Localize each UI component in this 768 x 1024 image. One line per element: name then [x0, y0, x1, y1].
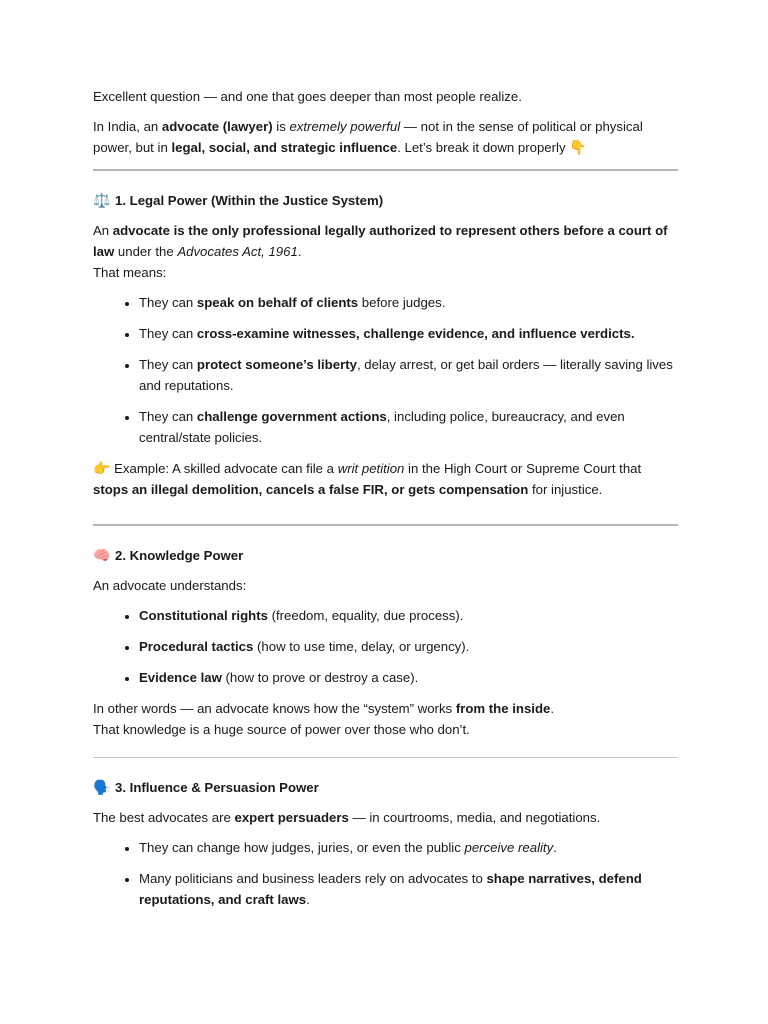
bold-run: legal, social, and strategic influence — [171, 140, 398, 155]
section-divider — [93, 169, 678, 171]
text-run: In India, an — [93, 119, 162, 134]
list-item — [139, 667, 678, 688]
bold-run: cross-examine witnesses, challenge evidence, and influence verdicts. — [196, 326, 635, 341]
section-heading-influence-power — [93, 777, 678, 798]
text-run: . Let’s break it down properly — [397, 140, 570, 155]
bold-run: protect someone’s liberty — [196, 357, 357, 372]
bold-run: advocate (lawyer) — [161, 119, 273, 134]
list-item — [139, 868, 678, 910]
text-run: An — [93, 223, 113, 238]
text-run: They can change how judges, juries, or even the public — [139, 840, 465, 855]
bold-run: from the inside — [455, 701, 551, 716]
text-run: An advocate understands: — [93, 578, 247, 593]
text-run: That means: — [93, 265, 167, 280]
legal-power-paragraph — [93, 220, 678, 283]
bold-run: expert persuaders — [234, 810, 349, 825]
bold-run: stops an illegal demolition, cancels a false FIR, or gets compensation — [93, 482, 529, 497]
italic-run: perceive reality — [464, 840, 554, 855]
text-run: . — [306, 892, 310, 907]
text-run: In other words — an advocate knows how the “system” works — [93, 701, 456, 716]
bold-run: challenge government actions — [196, 409, 387, 424]
balance-scale-icon: ⚖️ — [93, 192, 111, 208]
knowledge-list — [93, 605, 678, 688]
section-title: 1. Legal Power (Within the Justice System) — [115, 193, 384, 208]
section-heading-legal-power — [93, 190, 678, 211]
intro-text: Excellent question — and one that goes deeper than most people realize. — [93, 89, 522, 104]
text-run: — not in the sense of political or physical power, but in — [93, 119, 643, 155]
text-run: They can — [139, 409, 197, 424]
brain-icon: 🧠 — [93, 547, 111, 563]
intro-paragraph — [93, 116, 678, 158]
intro-line — [93, 86, 678, 107]
pointing-right-icon: 👉 — [93, 460, 111, 476]
influence-list — [93, 837, 678, 910]
section-heading-knowledge-power — [93, 545, 678, 566]
text-run: — in courtrooms, media, and negotiations. — [348, 810, 601, 825]
example-paragraph — [93, 458, 678, 500]
list-item — [139, 605, 678, 626]
text-run: (how to prove or destroy a case). — [221, 670, 419, 685]
knowledge-lead — [93, 575, 678, 596]
list-item — [139, 406, 678, 448]
text-run: in the High Court or Supreme Court that — [404, 461, 642, 476]
bold-run: Procedural tactics — [139, 639, 254, 654]
text-run: before judges. — [358, 295, 446, 310]
list-item — [139, 323, 678, 344]
section-title: 3. Influence & Persuasion Power — [115, 780, 319, 795]
text-run: . — [553, 840, 557, 855]
text-run: They can — [139, 326, 197, 341]
text-run: The best advocates are — [93, 810, 235, 825]
bold-run: Constitutional rights — [139, 608, 268, 623]
text-run: They can — [139, 295, 197, 310]
text-run: Many politicians and business leaders rely on advocates to — [139, 871, 487, 886]
knowledge-closing — [93, 698, 678, 740]
text-run: , including police, bureaucracy, and even central/state policies. — [139, 409, 625, 445]
influence-lead — [93, 807, 678, 828]
list-item — [139, 636, 678, 657]
pointing-down-icon: 👇 — [569, 139, 587, 155]
legal-power-list — [93, 292, 678, 448]
list-item — [139, 292, 678, 313]
list-item — [139, 354, 678, 396]
text-run: Example: A skilled advocate can file a — [110, 461, 338, 476]
bold-run: speak on behalf of clients — [196, 295, 359, 310]
list-item — [139, 837, 678, 858]
speaking-head-icon: 🗣️ — [93, 779, 111, 795]
text-run: That knowledge is a huge source of power over those who don’t. — [93, 722, 470, 737]
bold-run: Evidence law — [139, 670, 222, 685]
italic-run: writ petition — [337, 461, 405, 476]
text-run: under the — [114, 244, 178, 259]
section-divider — [93, 757, 678, 758]
text-run: for injustice. — [528, 482, 603, 497]
bold-run: advocate is the only professional legally authorized to represent others before a court of law — [93, 223, 668, 259]
section-title: 2. Knowledge Power — [115, 548, 244, 563]
italic-run: Advocates Act, 1961 — [177, 244, 298, 259]
text-run: is — [272, 119, 290, 134]
text-run: . — [550, 701, 555, 716]
bold-run: shape narratives, defend reputations, and craft laws — [139, 871, 642, 907]
section-divider — [93, 524, 678, 526]
text-run: (how to use time, delay, or urgency). — [253, 639, 470, 654]
italic-run: extremely powerful — [289, 119, 401, 134]
text-run: They can — [139, 357, 197, 372]
text-run: . — [297, 244, 302, 259]
document-page — [93, 86, 678, 920]
text-run: , delay arrest, or get bail orders — literally saving lives and reputations. — [139, 357, 673, 393]
text-run: (freedom, equality, due process). — [267, 608, 464, 623]
